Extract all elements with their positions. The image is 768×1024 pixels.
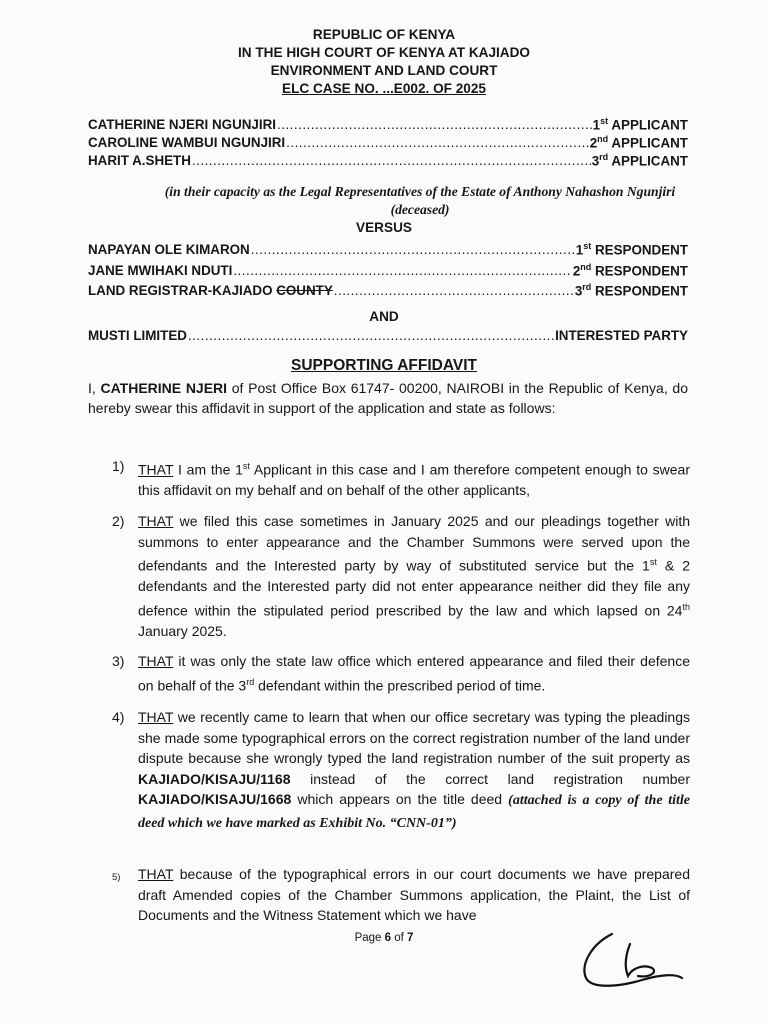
leader-dots [286,135,589,150]
respondent-name: NAPAYAN OLE KIMARON [88,242,250,258]
respondent-role: 1st RESPONDENT [575,241,688,258]
header-court: IN THE HIGH COURT OF KENYA AT KAJIADO [237,45,531,60]
and-label: AND [369,309,399,324]
paragraph-number: 3) [112,653,125,669]
applicant-name: CAROLINE WAMBUI NGUNJIRI [88,135,286,151]
applicant-1 [88,116,688,135]
paragraph-number: 5) [112,872,121,883]
page-number: Page 6 of 7 [354,932,414,944]
respondent-role: 2nd RESPONDENT [572,262,688,279]
header-division: ENVIRONMENT AND LAND COURT [270,63,498,78]
case-number: ELC CASE NO. ...E002. OF 2025 [282,81,486,96]
applicant-name: CATHERINE NJERI NGUNJIRI [88,117,276,133]
leader-dots [192,153,591,168]
paragraph-number: 1) [112,458,125,474]
paragraph-number: 4) [112,709,125,725]
interested-party [88,328,688,347]
paragraph-number: 2) [112,513,125,529]
interested-party-name: MUSTI LIMITED [88,328,187,343]
respondent-role: 3rd RESPONDENT [574,282,688,299]
document-title: SUPPORTING AFFIDAVIT [291,357,477,374]
capacity-note: (in their capacity as the Legal Representatives of the Estate of Anthony Nahashon Ngunjiri (deceased) [164,184,676,217]
applicant-role: 3rd APPLICANT [591,152,688,169]
paragraph-text: THAT we filed this case sometimes in January 2025 and our pleadings together with summons to enter appearance and the Chamber Summons were served upon the defendants and the Interested party by way of substituted service but the 1st & 2 defendants and the Interested party did not enter appearance neither did they file any defence within the stipulated period prescribed by the law and which lapsed on 24th January 2025. [138,513,691,639]
leader-dots [188,328,554,343]
paragraph-3 [112,651,690,696]
applicant-3 [88,152,688,171]
header-republic: REPUBLIC OF KENYA [312,27,456,42]
leader-dots [334,283,574,298]
paragraph-text: THAT I am the 1st Applicant in this case and I am therefore competent enough to swear this affidavit on my behalf and on behalf of the other applicants, [138,461,690,499]
respondent-name: JANE MWIHAKI NDUTI [88,263,233,279]
leader-dots [251,242,575,257]
court-header [0,26,768,98]
leader-dots [277,117,592,132]
interested-party-role: INTERESTED PARTY [555,328,688,343]
paragraph-2 [112,511,690,641]
versus-label: VERSUS [356,220,412,235]
paragraph-text: THAT because of the typographical errors in our court documents we have prepared draft Amended copies of the Chamber Summons application, the Plaint, the List of Documents and the Witness Statement which we have [138,866,690,923]
applicant-name: HARIT A.SHETH [88,153,191,169]
respondent-name: LAND REGISTRAR-KAJIADO COUNTY [88,283,333,299]
applicant-2 [88,134,688,153]
applicant-role: 1st APPLICANT [592,116,688,133]
applicant-role: 2nd APPLICANT [589,134,688,151]
respondent-1 [88,241,688,260]
leader-dots [233,263,571,278]
respondent-3 [88,282,688,301]
paragraph-1 [112,456,690,501]
paragraph-4 [112,707,690,834]
paragraph-text: THAT it was only the state law office which entered appearance and filed their defence on behalf of the 3rd defendant within the prescribed period of time. [138,653,690,694]
respondent-2 [88,262,688,281]
paragraph-text: THAT we recently came to learn that when our office secretary was typing the pleadings she made some typographical errors on the correct registration number of the land under dispute because she wrongly typed the land registration number of the suit property as KAJIADO/KISAJU/1168 instead of the correct land registration number KAJIADO/KISAJU/1668 which appears on the title deed (attached is a copy of the title deed which we have marked as Exhibit No. “CNN-01”) [138,709,691,831]
intro-paragraph: I, CATHERINE NJERI of Post Office Box 61747- 00200, NAIROBI in the Republic of Kenya, do hereby swear this affidavit in support of the application and state as follows: [88,380,688,416]
signature-mark [572,914,692,994]
